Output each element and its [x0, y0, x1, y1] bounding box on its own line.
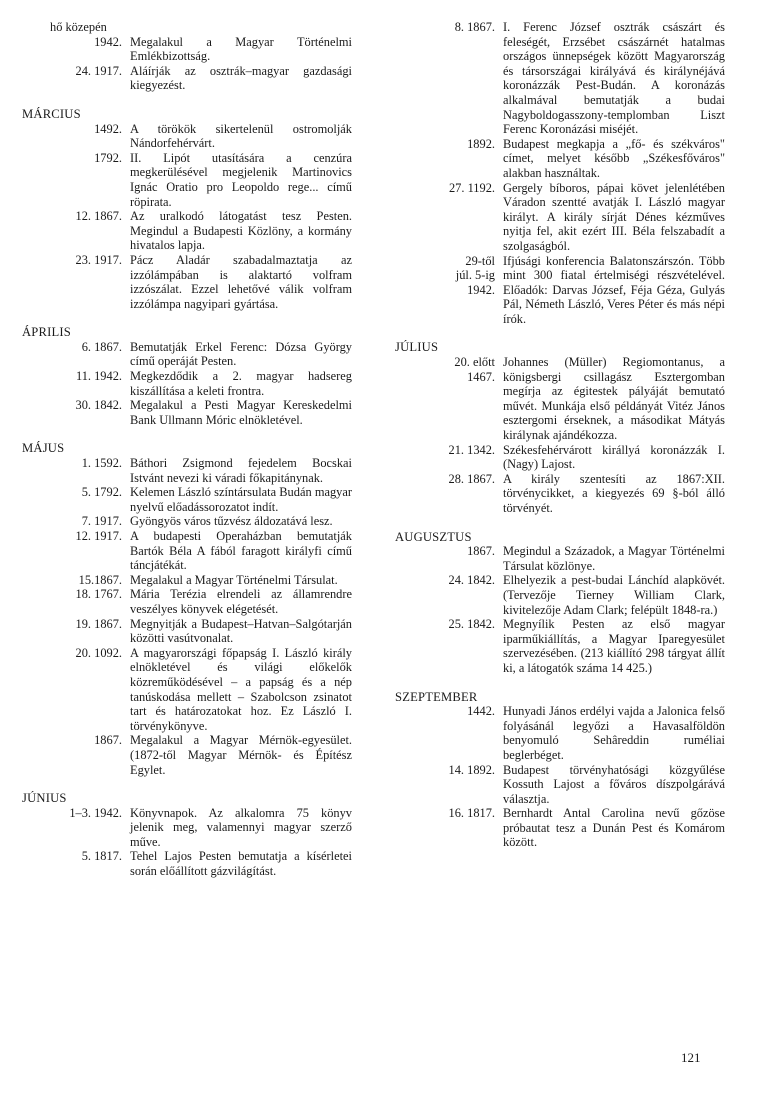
chronology-entry: [22, 587, 352, 616]
entry-date: 24. 1917.: [75, 63, 122, 78]
entry-date: 12. 1867.: [75, 209, 122, 224]
entry-date: 1942.: [94, 34, 122, 49]
entry-text: Megalakul a Magyar Mérnök-egyesület. (1872-től Magyar Mérnök- és Építész Egylet.: [130, 733, 352, 777]
chronology-entry: [22, 456, 352, 485]
chronology-entry: [22, 64, 352, 93]
chronology-entry: [395, 137, 725, 181]
month-heading: SZEPTEMBER: [395, 689, 478, 704]
entry-text: A törökök sikertelenül ostromolják Nándorfehérvárt.: [130, 121, 352, 151]
entry-date: 28. 1867.: [448, 471, 495, 486]
entry-text: Tehel Lajos Pesten bemutatja a kísérletei során előállított gázvilágítást.: [130, 849, 352, 879]
entry-date: 1–3. 1942.: [69, 805, 122, 820]
entry-date: 8. 1867.: [454, 20, 495, 34]
entry-date: 21. 1342.: [448, 442, 495, 457]
entry-text: Aláírják az osztrák–magyar gazdasági kiegyezést.: [130, 63, 352, 93]
chronology-entry: [22, 340, 352, 369]
entry-date: 24. 1842.: [448, 573, 495, 588]
entry-date: 5. 1792.: [81, 485, 122, 500]
chronology-entry: [395, 617, 725, 675]
entry-text: Hunyadi János erdélyi vajda a Jalonica felső folyásánál legyőzi a Havasalföldön benyomuló Sehâreddin ruméliai beglerbéget.: [503, 704, 725, 762]
entry-text: I. Ferenc József osztrák császárt és feleségét, Erzsébet császárnét hatalmas országos ünnepségek között Magyarország és társországai királyává és királynéjává koronázzák Pest-Budán. A koronázás alkalmával bemutatják a budai Nagyboldogasszony-templomban Liszt Ferenc Koronázási miséjét.: [503, 20, 725, 137]
chronology-entry: [22, 617, 352, 646]
chronology-entry: [395, 472, 725, 516]
entry-date: 1892.: [467, 136, 495, 151]
entry-text: Budapest törvényhatósági közgyűlése Kossuth Lajost a főváros díszpolgárává választja.: [503, 762, 725, 806]
entry-text: Ifjúsági konferencia Balatonszárszón. Több mint 300 fiatal értelmiségi részvételével. Előadók: Darvas József, Féja Géza, Gulyás Pál, Németh László, Veres Péter és más népi írók.: [503, 253, 725, 326]
entry-text: Megalakul a Magyar Történelmi Emlékbizottság.: [130, 34, 352, 64]
chronology-entry: [395, 704, 725, 762]
right-continued-entries: [395, 20, 725, 326]
chronology-entry: [395, 443, 725, 472]
entry-date: 1867.: [94, 733, 122, 748]
month-heading: ÁPRILIS: [22, 325, 71, 340]
chronology-entry: [395, 806, 725, 850]
entry-text: Elhelyezik a pest-budai Lánchíd alapkövét. (Tervezője Tierney William Clark, kivitelezője Adam Clark; felépült 1848-ra.): [503, 573, 725, 617]
chronology-entry: [395, 763, 725, 807]
entry-text: A magyarországi főpapság I. László király elnökletével és világi előkelők közreműködésével – a papság és a nép tanúskodása mellett – Szabolcson zsinatot tart és határozatokat hoz. Ez László I. törvénykönyve.: [130, 645, 352, 733]
chronology-entry: [22, 849, 352, 878]
chronology-entry: [395, 355, 725, 443]
entry-text: Megnyitják a Budapest–Hatvan–Salgótarján közötti vasútvonalat.: [130, 616, 352, 646]
entry-text: Megkezdődik a 2. magyar hadsereg kiszállítása a keleti frontra.: [130, 369, 352, 398]
entry-text: A budapesti Operaházban bemutatják Bartók Béla A fából faragott királyfi című táncjátékát.: [130, 529, 352, 573]
chronology-entry: [22, 485, 352, 514]
entry-date: 7. 1917.: [81, 514, 122, 529]
month-heading: JÚLIUS: [395, 340, 439, 355]
entry-date: 1. 1592.: [81, 456, 122, 471]
entry-date: 16. 1817.: [448, 806, 495, 821]
left-column: [22, 20, 352, 879]
chronology-entry: [22, 122, 352, 151]
chronology-entry: [22, 646, 352, 734]
entry-date: 12. 1917.: [75, 529, 122, 543]
chronology-entry: [22, 35, 352, 64]
entry-text: Székesfehérvárott királlyá koronázzák I. (Nagy) Lajost.: [503, 442, 725, 472]
entry-text: Bernhardt Antal Carolina nevű gőzöse próbautat tesz a Dunán Pest és Komárom között.: [503, 806, 725, 850]
entry-date: 11. 1942.: [75, 369, 122, 384]
chronology-entry: [22, 369, 352, 398]
entry-text: Johannes (Müller) Regiomontanus, a königsbergi csillagász Esztergomban megírja az égitestek pályáját bemutató művét. Munkája első példányát Vitéz János esztergomi érseknek, a másodikat Mátyás királynak ajándékozza.: [503, 355, 725, 443]
right-months: [395, 340, 725, 850]
continued-text: hő közepén: [50, 20, 107, 34]
chronology-entry: [22, 398, 352, 427]
entry-text: Megalakul a Magyar Történelmi Társulat.: [130, 572, 338, 587]
left-months: [22, 107, 352, 879]
entry-text: Megnyílik Pesten az első magyar iparműkiállítás, a Magyar Iparegyesület szervezésében. (213 kiállító 298 tárgyat állít ki, a látogatók száma 14 425.): [503, 617, 725, 675]
entry-date: 14. 1892.: [448, 762, 495, 777]
entry-date: 27. 1192.: [448, 180, 495, 195]
entry-date: 20. 1092.: [75, 645, 122, 660]
entry-text: Mária Terézia elrendeli az államrendre veszélyes könyvek elégetését.: [130, 587, 352, 616]
chronology-entry: [395, 573, 725, 617]
entry-date: 25. 1842.: [448, 617, 495, 632]
entry-date: 1792.: [94, 150, 122, 165]
page-number: 121: [681, 1050, 701, 1065]
entry-date: 29-től júl. 5-ig 1942.: [455, 253, 495, 297]
chronology-entry: [395, 181, 725, 254]
entry-date: 19. 1867.: [75, 616, 122, 631]
entry-date: 5. 1817.: [81, 849, 122, 864]
chronology-entry: [22, 253, 352, 311]
entry-date: 15.1867.: [78, 572, 122, 587]
chronology-entry: [22, 573, 352, 588]
entry-text: A király szentesíti az 1867:XII. törvénycikket, a kiegyezés 69 §-ból álló törvényét.: [503, 471, 725, 515]
entry-date: 6. 1867.: [81, 339, 122, 354]
entry-text: Megalakul a Pesti Magyar Kereskedelmi Bank Ullmann Móric elnökletével.: [130, 398, 352, 427]
chronology-entry: [395, 254, 725, 327]
entry-date: 18. 1767.: [75, 587, 122, 602]
entry-text: II. Lipót utasítására a cenzúra megkerülésével megjelenik Martinovics Ignác Oratio pro Leopoldo rege... című röpirata.: [130, 150, 352, 209]
entry-text: Gergely bíboros, pápai követ jelenlétében Váradon szentté avatják I. László magyar királyt. A király sírját Dénes kézműves nyitja fel, akit ezért III. Béla felszabadít a szolgaságból.: [503, 180, 725, 253]
entry-text: Gyöngyös város tűzvész áldozatává lesz.: [130, 514, 333, 529]
chronology-entry: [22, 151, 352, 209]
entry-text: Könyvnapok. Az alkalomra 75 könyv jelenik meg, valamennyi magyar szerző műve.: [130, 805, 352, 849]
month-heading: MÁRCIUS: [22, 106, 81, 121]
entry-text: Megindul a Századok, a Magyar Történelmi Társulat közlönye.: [503, 544, 725, 573]
entry-date: 30. 1842.: [75, 398, 122, 413]
chronology-entry: [22, 529, 352, 573]
entry-date: 1492.: [94, 121, 122, 136]
month-heading: MÁJUS: [22, 441, 65, 456]
right-column: [395, 20, 725, 850]
entry-text: Az uralkodó látogatást tesz Pesten. Megindul a Budapesti Közlöny, a kormány hivatalos lapja.: [130, 209, 352, 253]
entry-text: Kelemen László színtársulata Budán magyar nyelvű előadássorozatot indít.: [130, 485, 352, 514]
chronology-entry: [22, 514, 352, 529]
entry-date: 1442.: [467, 704, 495, 719]
entry-text: Bemutatják Erkel Ferenc: Dózsa György című operáját Pesten.: [130, 339, 352, 369]
entry-date: 1867.: [467, 544, 495, 559]
month-heading: JÚNIUS: [22, 791, 67, 806]
chronology-entry: [395, 20, 725, 137]
left-continued-entries: [22, 35, 352, 93]
chronology-entry: [22, 209, 352, 253]
chronology-entry: [22, 733, 352, 777]
entry-text: Budapest megkapja a „fő- és székváros" címet, melyet később „Székesfőváros" alakban használtak.: [503, 136, 725, 180]
entry-text: Pácz Aladár szabadalmaztatja az izzólámpában is alaktartó volfram izzószálat. Ezzel lehetővé válik volfram izzólámpa nagyipari gyártása.: [130, 252, 352, 311]
entry-date: 23. 1917.: [75, 252, 122, 267]
chronology-entry: [22, 806, 352, 850]
chronology-entry: [395, 544, 725, 573]
month-heading: AUGUSZTUS: [395, 529, 472, 544]
entry-date: 20. előtt 1467.: [454, 355, 495, 384]
entry-text: Báthori Zsigmond fejedelem Bocskai Istvánt nevezi ki váradi főkapitánynak.: [130, 456, 352, 485]
